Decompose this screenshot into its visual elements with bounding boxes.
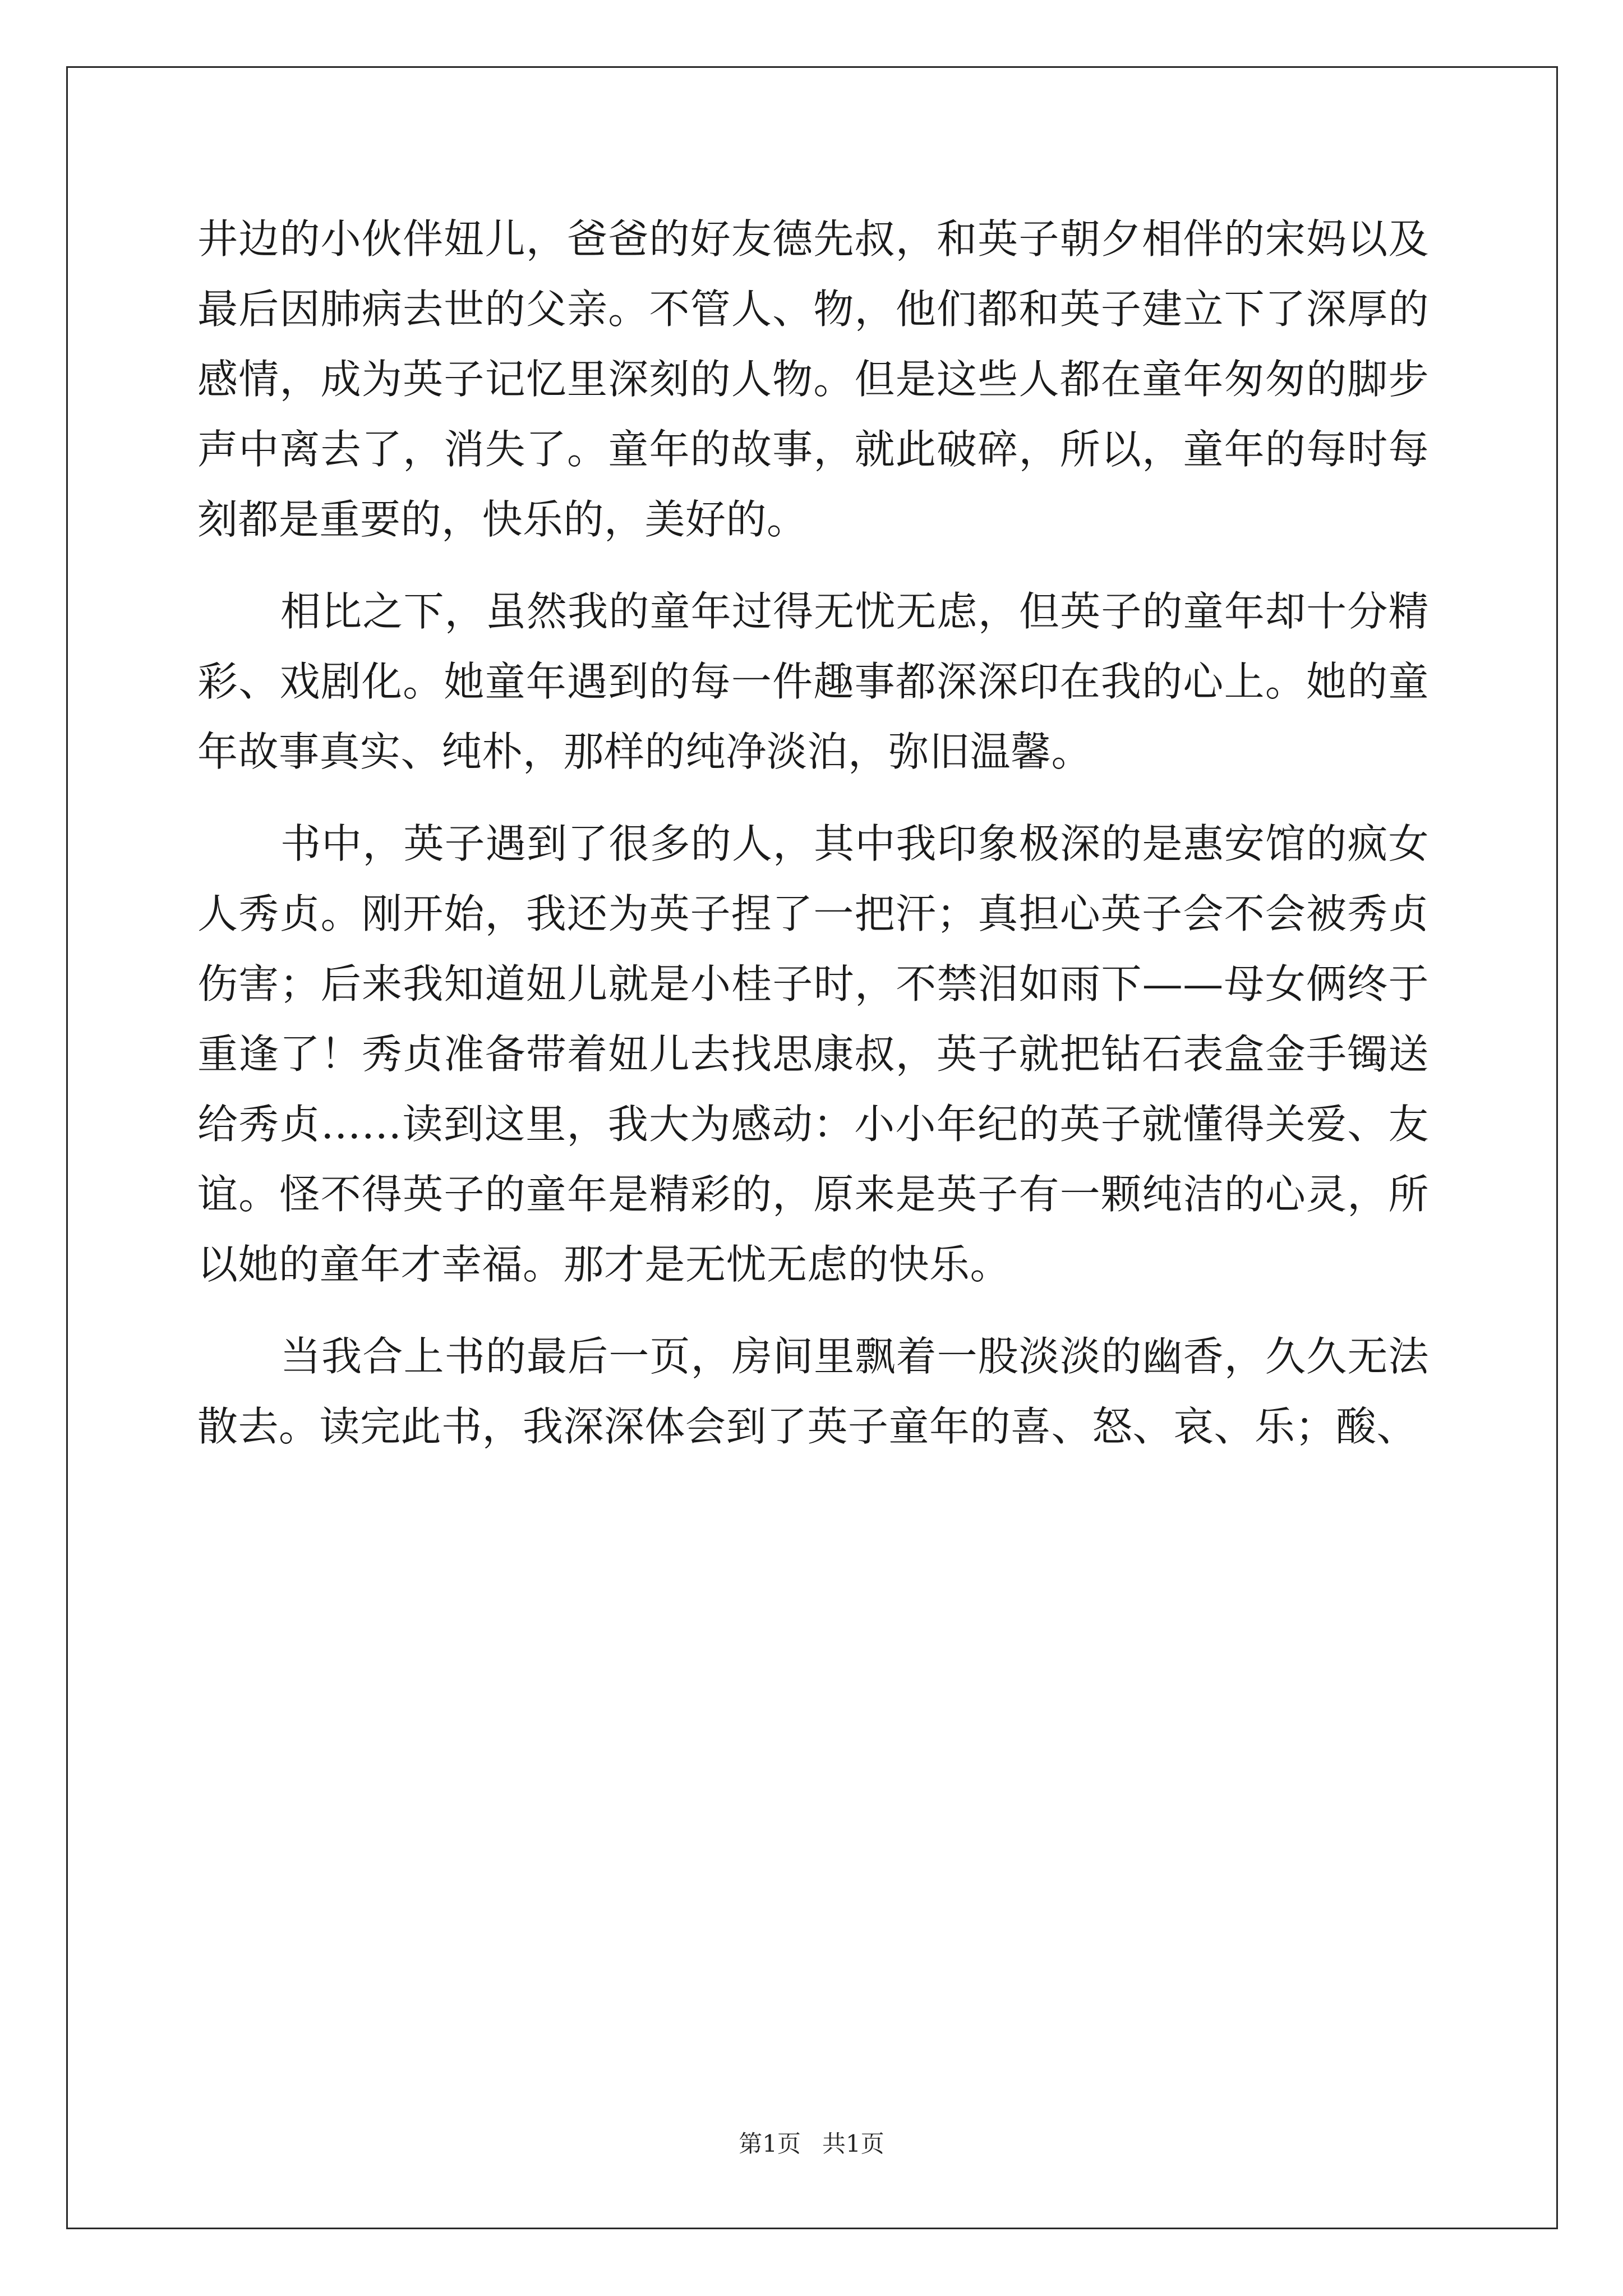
document-body: [197, 204, 1429, 1484]
paragraph-3: 书中，英子遇到了很多的人，其中我印象极深的是惠安馆的疯女人秀贞。刚开始，我还为英子捏了一把汗；真担心英子会不会被秀贞伤害；后来我知道妞儿就是小桂子时，不禁泪如雨下——母女俩终于重逢了！秀贞准备带着妞儿去找思康叔，英子就把钻石表盒金手镯送给秀贞……读到这里，我大为感动：小小年纪的英子就懂得关爱、友谊。怪不得英子的童年是精彩的，原来是英子有一颗纯洁的心灵，所以她的童年才幸福。那才是无忧无虑的快乐。: [197, 820, 1429, 1288]
paragraph-2: 相比之下，虽然我的童年过得无忧无虑，但英子的童年却十分精彩、戏剧化。她童年遇到的每一件趣事都深深印在我的心上。她的童年故事真实、纯朴，那样的纯净淡泊，弥旧温馨。: [197, 588, 1429, 775]
page-footer: [0, 2130, 1623, 2158]
page-number-total: 共1页: [822, 2130, 884, 2157]
page-number-current: 第1页: [739, 2130, 801, 2157]
paragraph-4: 当我合上书的最后一页，房间里飘着一股淡淡的幽香，久久无法散去。读完此书，我深深体会到了英子童年的喜、怒、哀、乐；酸、: [197, 1333, 1429, 1450]
paragraph-1: 井边的小伙伴妞儿，爸爸的好友德先叔，和英子朝夕相伴的宋妈以及最后因肺病去世的父亲。不管人、物，他们都和英子建立下了深厚的感情，成为英子记忆里深刻的人物。但是这些人都在童年匆匆的脚步声中离去了，消失了。童年的故事，就此破碎，所以，童年的每时每刻都是重要的，快乐的，美好的。: [197, 215, 1429, 543]
